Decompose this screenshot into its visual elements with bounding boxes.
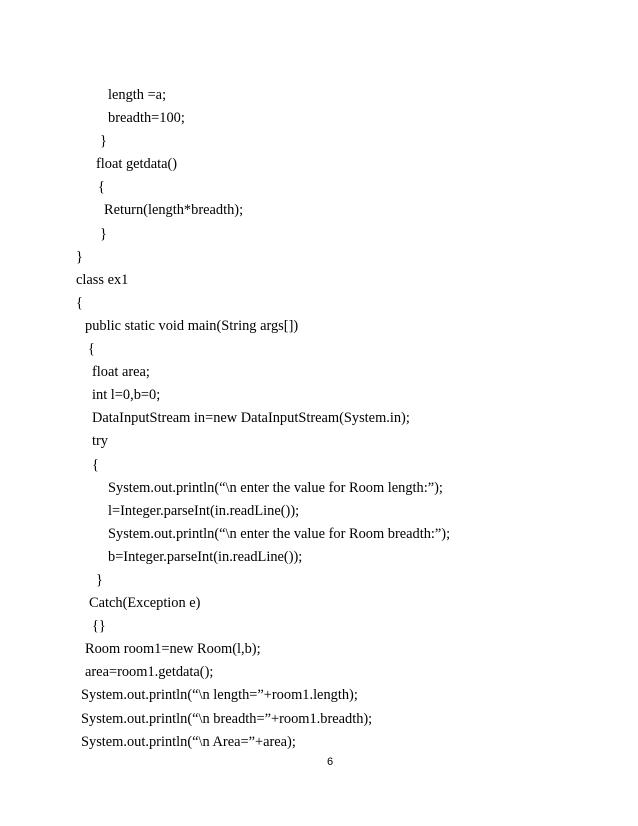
code-line	[0, 615, 638, 638]
code-text: float area;	[92, 364, 150, 381]
code-line	[0, 407, 638, 430]
code-line	[0, 546, 638, 569]
code-text: class ex1	[76, 271, 129, 288]
code-text: Return(length*breadth);	[104, 202, 244, 219]
code-text: int l=0,b=0;	[92, 387, 161, 404]
code-listing	[0, 84, 638, 754]
code-text: System.out.println(“\n enter the value for Room length:”);	[108, 479, 443, 496]
code-text: {	[92, 456, 99, 473]
code-line	[0, 569, 638, 592]
code-line	[0, 477, 638, 500]
code-text: l=Integer.parseInt(in.readLine());	[108, 502, 300, 519]
code-text: }	[96, 571, 103, 588]
code-line	[0, 107, 638, 130]
code-text: area=room1.getdata();	[85, 664, 214, 681]
code-line	[0, 361, 638, 384]
code-text: {	[98, 179, 105, 196]
code-line	[0, 176, 638, 199]
code-text: System.out.println(“\n enter the value for Room breadth:”);	[108, 525, 451, 542]
code-line	[0, 153, 638, 176]
code-text: DataInputStream in=new DataInputStream(System.in);	[92, 410, 410, 427]
code-text: {	[76, 294, 83, 311]
code-line	[0, 638, 638, 661]
code-line	[0, 130, 638, 153]
code-line	[0, 84, 638, 107]
code-text: System.out.println(“\n Area=”+area);	[81, 733, 296, 750]
code-line	[0, 315, 638, 338]
code-line	[0, 246, 638, 269]
code-line	[0, 454, 638, 477]
code-text: public static void main(String args[])	[85, 317, 299, 334]
code-line	[0, 430, 638, 453]
code-line	[0, 500, 638, 523]
code-line	[0, 523, 638, 546]
code-line	[0, 384, 638, 407]
page-number: 6	[327, 756, 334, 768]
code-text: {}	[92, 618, 106, 635]
code-line	[0, 708, 638, 731]
code-line	[0, 338, 638, 361]
code-text: length =a;	[108, 87, 167, 103]
code-text: System.out.println(“\n length=”+room1.length);	[81, 687, 358, 704]
code-line	[0, 269, 638, 292]
code-line	[0, 592, 638, 615]
code-text: System.out.println(“\n breadth=”+room1.breadth);	[81, 710, 373, 727]
code-line	[0, 731, 638, 754]
code-text: }	[76, 248, 83, 265]
code-text: Catch(Exception e)	[89, 595, 201, 612]
code-line	[0, 199, 638, 222]
code-text: {	[88, 341, 95, 358]
code-line	[0, 223, 638, 246]
code-text: try	[92, 433, 108, 450]
code-line	[0, 292, 638, 315]
code-text: }	[100, 225, 107, 242]
code-text: Room room1=new Room(l,b);	[85, 641, 261, 658]
code-line	[0, 684, 638, 707]
code-text: float getdata()	[96, 156, 178, 173]
code-text: b=Integer.parseInt(in.readLine());	[108, 548, 303, 565]
code-text: breadth=100;	[108, 110, 185, 127]
code-text: }	[100, 133, 107, 150]
code-line	[0, 661, 638, 684]
